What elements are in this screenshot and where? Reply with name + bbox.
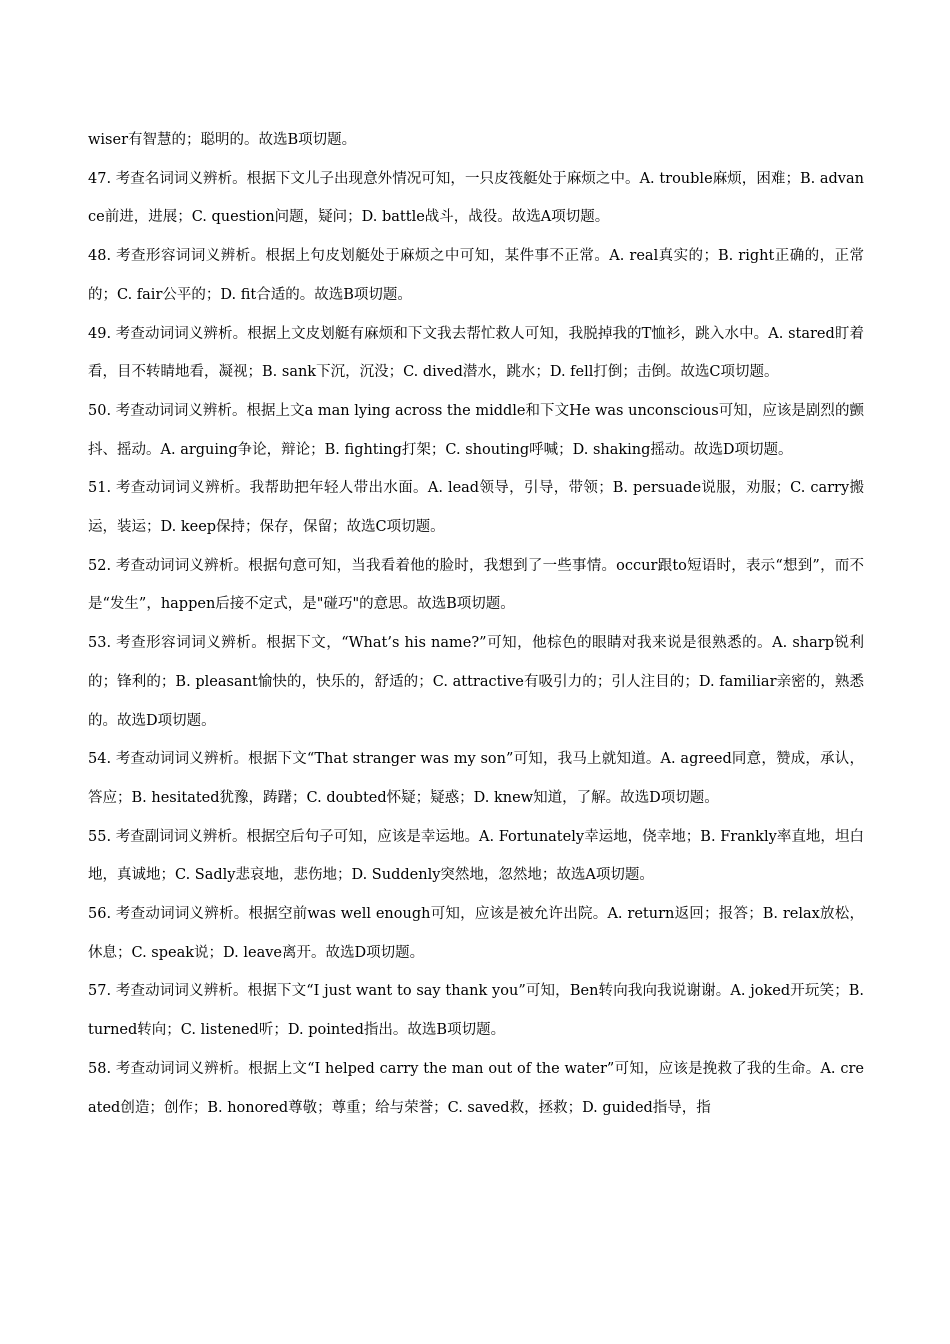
answer-paragraph: 58. 考查动词词义辨析。根据上文“I helped carry the man out of the water”可知，应该是挽救了我的生命。A. created创造；创作；B. honored尊敬；尊重；给与荣誉；C. saved救，拯救；D. guided指导，指 — [88, 1060, 864, 1116]
answer-paragraph: 47. 考查名词词义辨析。根据下文儿子出现意外情况可知，一只皮筏艇处于麻烦之中。A. trouble麻烦，困难；B. advance前进，进展；C. question问题，疑问；D. battle战斗，战役。故选A项切题。 — [88, 170, 864, 226]
answer-paragraph: 56. 考查动词词义辨析。根据空前was well enough可知，应该是被允许出院。A. return返回；报答；B. relax放松，休息；C. speak说；D. leave离开。故选D项切题。 — [88, 906, 864, 961]
answer-paragraph: 51. 考查动词词义辨析。我帮助把年轻人带出水面。A. lead领导，引导，带领；B. persuade说服，劝服；C. carry搬运，装运；D. keep保持；保存，保留；故选C项切题。 — [88, 480, 864, 536]
document-page — [88, 121, 864, 1127]
answer-paragraph: 57. 考查动词词义辨析。根据下文“I just want to say thank you”可知，Ben转向我向我说谢谢。A. joked开玩笑；B. turned转向；C. listened听；D. pointed指出。故选B项切题。 — [88, 983, 864, 1039]
answer-paragraph: wiser有智慧的；聪明的。故选B项切题。 — [88, 132, 357, 148]
answer-paragraph: 55. 考查副词词义辨析。根据空后句子可知，应该是幸运地。A. Fortunately幸运地，侥幸地；B. Frankly率直地，坦白地，真诚地；C. Sadly悲哀地，悲伤地；D. Suddenly突然地，忽然地；故选A项切题。 — [88, 828, 864, 884]
answer-paragraph: 49. 考查动词词义辨析。根据上文皮划艇有麻烦和下文我去帮忙救人可知，我脱掉我的T恤衫，跳入水中。A. stared盯着看，目不转睛地看，凝视；B. sank下沉，沉没；C. dived潜水，跳水；D. fell打倒；击倒。故选C项切题。 — [88, 325, 864, 381]
answer-paragraph: 48. 考查形容词词义辨析。根据上句皮划艇处于麻烦之中可知，某件事不正常。A. real真实的；B. right正确的，正常的；C. fair公平的；D. fit合适的。故选B项切题。 — [88, 248, 864, 303]
answer-paragraph: 50. 考查动词词义辨析。根据上文a man lying across the middle和下文He was unconscious可知，应该是剧烈的颤抖、摇动。A. arguing争论，辩论；B. fighting打架；C. shouting呼喊；D. shaking摇动。故选D项切题。 — [88, 402, 864, 458]
answer-paragraph: 54. 考查动词词义辨析。根据下文“That stranger was my son”可知，我马上就知道。A. agreed同意，赞成，承认，答应；B. hesitated犹豫，踌躇；C. doubted怀疑；疑惑；D. knew知道，了解。故选D项切题。 — [88, 751, 864, 806]
answer-paragraph: 53. 考查形容词词义辨析。根据下文，“What’s his name?”可知，他棕色的眼睛对我来说是很熟悉的。A. sharp锐利的；锋利的；B. pleasant愉快的，快乐的，舒适的；C. attractive有吸引力的；引人注目的；D. familiar亲密的，熟悉的。故选D项切题。 — [88, 635, 864, 729]
answer-paragraph: 52. 考查动词词义辨析。根据句意可知，当我看着他的脸时，我想到了一些事情。occur跟to短语时，表示“想到”，而不是“发生”，happen后接不定式，是"碰巧"的意思。故选B项切题。 — [88, 557, 864, 613]
